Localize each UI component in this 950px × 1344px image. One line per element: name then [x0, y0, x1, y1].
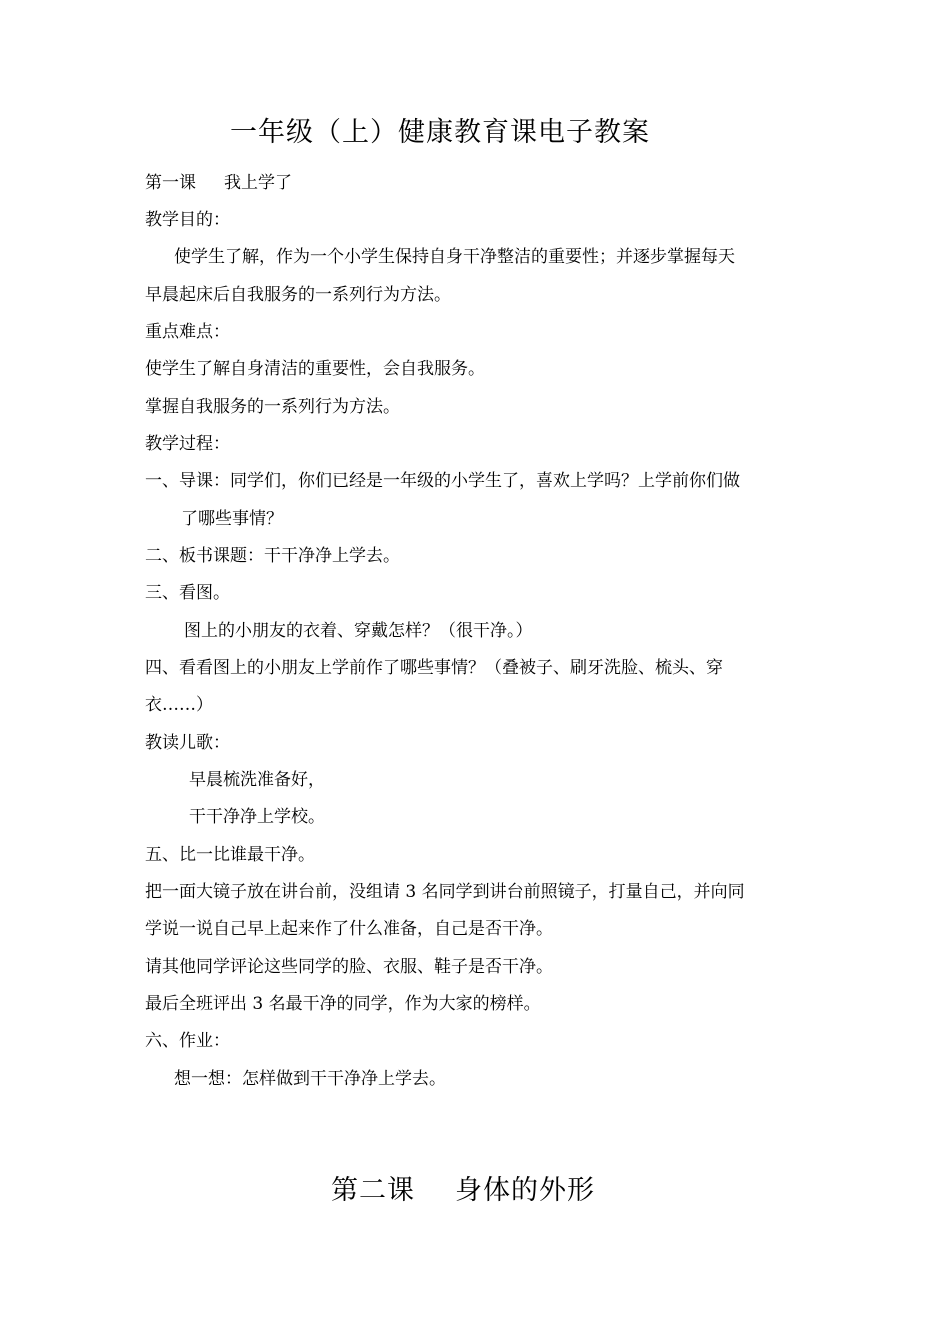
- step-5-line-4: 最后全班评出 3 名最干净的同学，作为大家的榜样。: [145, 994, 541, 1014]
- step-1-line-1: 一、导课：同学们，你们已经是一年级的小学生了，喜欢上学吗？上学前你们做: [145, 471, 740, 491]
- step-1-line-2: 了哪些事情？: [181, 509, 283, 529]
- key-heading: 重点难点：: [145, 322, 230, 342]
- lesson-2-name: 身体的外形: [455, 1175, 595, 1206]
- rhyme-line-1: 早晨梳洗准备好，: [189, 770, 325, 790]
- lesson-heading: [145, 171, 292, 195]
- step-5-line-1: 把一面大镜子放在讲台前，没组请 3 名同学到讲台前照镜子，打量自己，并向同: [145, 882, 745, 902]
- lesson-2-label: 第二课: [331, 1175, 415, 1206]
- goal-heading: 教学目的：: [145, 210, 230, 230]
- document-title: 一年级（上）健康教育课电子教案: [230, 117, 650, 148]
- step-4-line-2: 衣……）: [145, 695, 213, 715]
- rhyme-line-2: 干干净净上学校。: [189, 807, 325, 827]
- step-3-detail: 图上的小朋友的衣着、穿戴怎样？（很干净。）: [184, 621, 533, 641]
- step-3: 三、看图。: [145, 583, 230, 603]
- goal-text-line-1: 使学生了解，作为一个小学生保持自身干净整洁的重要性；并逐步掌握每天: [174, 247, 735, 267]
- lesson-2-title: [331, 1168, 595, 1207]
- step-5-line-3: 请其他同学评论这些同学的脸、衣服、鞋子是否干净。: [145, 957, 553, 977]
- step-5-line-2: 学说一说自己早上起来作了什么准备，自己是否干净。: [145, 919, 553, 939]
- lesson-name: 我上学了: [224, 173, 292, 193]
- step-2: 二、板书课题：干干净净上学去。: [145, 546, 400, 566]
- key-point-2: 掌握自我服务的一系列行为方法。: [145, 397, 400, 417]
- step-6-detail: 想一想：怎样做到干干净净上学去。: [174, 1069, 446, 1089]
- lesson-label: 第一课: [145, 173, 196, 193]
- rhyme-heading: 教读儿歌：: [145, 733, 230, 753]
- step-6: 六、作业：: [145, 1031, 230, 1051]
- step-5: 五、比一比谁最干净。: [145, 845, 315, 865]
- step-4-line-1: 四、看看图上的小朋友上学前作了哪些事情？（叠被子、刷牙洗脸、梳头、穿: [145, 658, 723, 678]
- process-heading: 教学过程：: [145, 434, 230, 454]
- goal-text-line-2: 早晨起床后自我服务的一系列行为方法。: [145, 285, 451, 305]
- key-point-1: 使学生了解自身清洁的重要性，会自我服务。: [145, 359, 485, 379]
